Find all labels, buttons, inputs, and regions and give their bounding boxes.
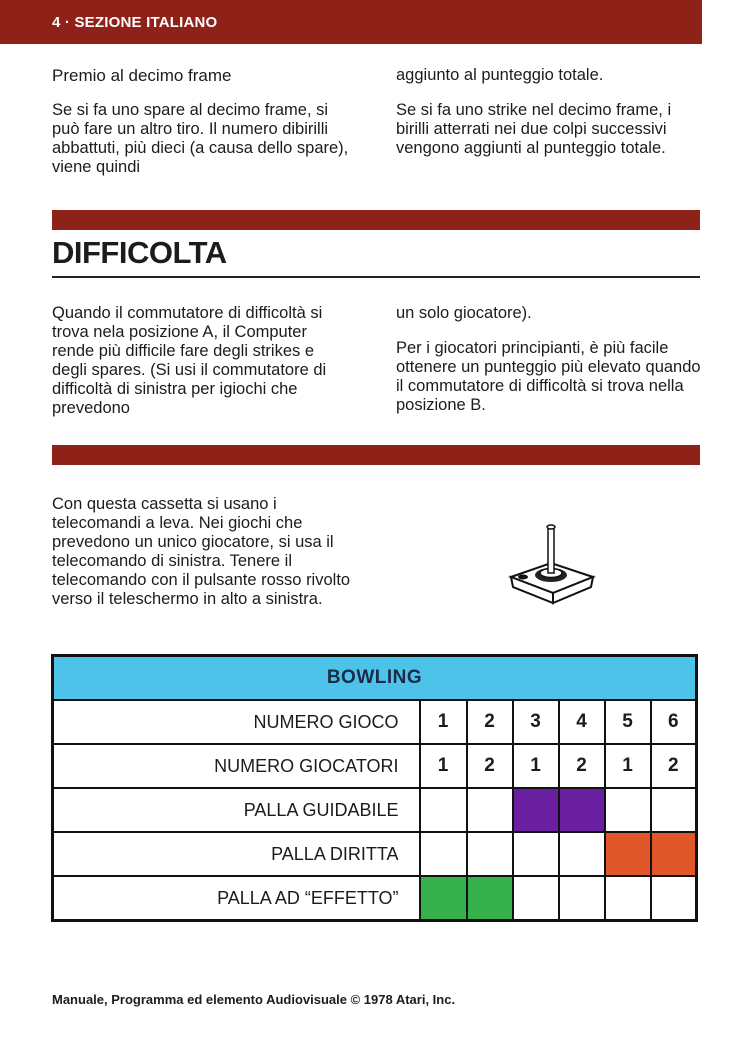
table-cell xyxy=(605,876,651,921)
table-cell-marked xyxy=(420,876,467,921)
table-cell xyxy=(467,788,513,832)
table-row-straight-ball xyxy=(53,832,697,876)
guided-ball-label: PALLA GUIDABILE xyxy=(53,788,420,832)
table-cell xyxy=(420,788,467,832)
difficulty-right-paragraph-2: Per i giocatori principianti, è più facile ottenere un punteggio più elevato quando il commutatore di difficoltà si trova nella posizione B. xyxy=(396,339,701,414)
tenth-frame-left-column xyxy=(52,66,352,193)
player-count-cell: 1 xyxy=(420,744,467,788)
table-row-game-number xyxy=(53,700,697,744)
player-count-cell: 2 xyxy=(559,744,605,788)
tenth-frame-left-paragraph: Se si fa uno spare al decimo frame, si può fare un altro tiro. Il numero dibirilli abbattuti, più dieci (a causa dello spare), viene quindi xyxy=(52,101,349,176)
table-cell xyxy=(605,788,651,832)
controller-band xyxy=(52,445,700,465)
player-count-cell: 2 xyxy=(467,744,513,788)
difficulty-band xyxy=(52,210,700,230)
player-count-cell: 1 xyxy=(605,744,651,788)
straight-ball-label: PALLA DIRITTA xyxy=(53,832,420,876)
difficulty-right-column xyxy=(396,304,701,431)
player-count-cell: 1 xyxy=(513,744,559,788)
tenth-frame-right-paragraph-2: Se si fa uno strike nel decimo frame, i birilli atterrati nei due colpi successivi vengono aggiunti al punteggio totale. xyxy=(396,101,672,157)
player-count-label: NUMERO GIOCATORI xyxy=(53,744,420,788)
controller-column xyxy=(52,495,357,625)
section-label: 4 · SEZIONE ITALIANO xyxy=(52,14,218,31)
joystick-icon xyxy=(505,515,597,607)
table-cell-marked xyxy=(651,832,697,876)
difficulty-rule xyxy=(52,276,700,278)
bowling-table xyxy=(51,654,698,922)
tenth-frame-right-column xyxy=(396,66,701,174)
table-row-player-count xyxy=(53,744,697,788)
player-count-cell: 2 xyxy=(651,744,697,788)
spin-ball-label: PALLA AD “EFFETTO” xyxy=(53,876,420,921)
controller-paragraph: Con questa cassetta si usano i telecomandi a leva. Nei giochi che prevedono un unico giocatore, si usa il telecomando di sinistra. Tenere il telecomando con il pulsante rosso rivolto verso il teleschermo in alto a sinistra. xyxy=(52,495,351,608)
tenth-frame-right-paragraph-1: aggiunto al punteggio totale. xyxy=(396,66,604,84)
table-cell-marked xyxy=(559,788,605,832)
table-cell-marked xyxy=(605,832,651,876)
difficulty-left-column xyxy=(52,304,352,434)
difficulty-right-paragraph-1: un solo giocatore). xyxy=(396,304,532,322)
table-cell xyxy=(559,876,605,921)
game-number-label: NUMERO GIOCO xyxy=(53,700,420,744)
game-number-cell: 5 xyxy=(605,700,651,744)
table-row-spin-ball xyxy=(53,876,697,921)
table-cell xyxy=(467,832,513,876)
table-cell xyxy=(513,832,559,876)
tenth-frame-heading: Premio al decimo frame xyxy=(52,66,232,85)
table-cell-marked xyxy=(467,876,513,921)
game-number-cell: 2 xyxy=(467,700,513,744)
table-cell xyxy=(420,832,467,876)
difficulty-left-paragraph: Quando il commutatore di difficoltà si trova nela posizione A, il Computer rende più difficile fare degli strikes e degli spares. (Si usi il commutatore di difficoltà di sinistra per igiochi che prevedono xyxy=(52,304,327,417)
copyright-footer: Manuale, Programma ed elemento Audiovisuale © 1978 Atari, Inc. xyxy=(52,992,456,1007)
game-number-cell: 6 xyxy=(651,700,697,744)
table-cell xyxy=(651,876,697,921)
table-row-guided-ball xyxy=(53,788,697,832)
header-band xyxy=(0,0,702,44)
table-cell xyxy=(651,788,697,832)
game-number-cell: 4 xyxy=(559,700,605,744)
table-cell-marked xyxy=(513,788,559,832)
game-number-cell: 3 xyxy=(513,700,559,744)
table-cell xyxy=(559,832,605,876)
table-cell xyxy=(513,876,559,921)
game-number-cell: 1 xyxy=(420,700,467,744)
difficulty-title: DIFFICOLTA xyxy=(52,235,227,270)
table-title: BOWLING xyxy=(53,656,697,701)
